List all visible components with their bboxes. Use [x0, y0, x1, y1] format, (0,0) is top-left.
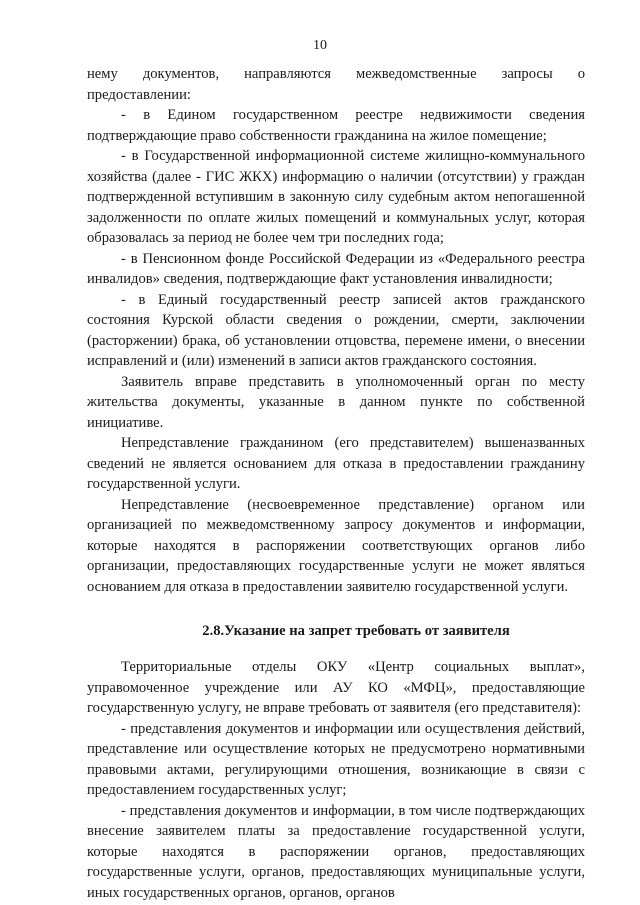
paragraph-pension-fund: - в Пенсионном фонде Российской Федерации из «Федерального реестра инвалидов» сведения, подтверждающие факт установления инвалидности;: [87, 250, 585, 287]
paragraph-intro: нему документов, направляются межведомственные запросы о предоставлении:: [87, 66, 585, 103]
page-number: 10: [313, 38, 327, 53]
paragraph-prohibition-2: - представления документов и информации, в том числе подтверждающих внесение заявителем платы за предоставление государственной услуги, которые находятся в распоряжении органов, предоставляющих государственные услуги, органов, предоставляющих муниципальные услуги, иных государственных органов, органов, органов: [87, 802, 585, 901]
paragraph-gis-zhkh: - в Государственной информационной системе жилищно-коммунального хозяйства (далее - ГИС ЖКХ) информацию о наличии (отсутствии) у граждан подтвержденной вступившим в законную силу судебным актом непогашенной задолженности по оплате жилых помещений и коммунальных услуг, которая образовалась за период не более чем три последних года;: [87, 148, 585, 246]
paragraph-egrn: - в Едином государственном реестре недвижимости сведения подтверждающие право собственности гражданина на жилое помещение;: [87, 107, 585, 144]
section-heading: 2.8.Указание на запрет требовать от заявителя: [202, 623, 510, 639]
paragraph-non-submission-organ: Непредставление (несвоевременное представление) органом или организацией по межведомственному запросу документов и информации, которые находятся в распоряжении соответствующих органов либо организации, предоставляющих государственные услуги не может являться основанием для отказа в предоставлении заявителю государственной услуги.: [87, 496, 585, 595]
paragraph-non-submission-citizen: Непредставление гражданином (его представителем) вышеназванных сведений не является основанием для отказа в предоставлении гражданину государственной услуги.: [87, 435, 585, 492]
document-body: [87, 64, 585, 903]
paragraph-applicant-right: Заявитель вправе представить в уполномоченный орган по месту жительства документы, указанные в данном пункте по собственной инициативе.: [87, 373, 585, 431]
paragraph-prohibition-1: - представления документов и информации или осуществления действий, представление или осуществление которых не предусмотрено нормативными правовыми актами, регулирующими отношения, возникающие в связи с предоставлением государственных услуг;: [87, 720, 585, 798]
paragraph-zags-registry: - в Единый государственный реестр записей актов гражданского состояния Курской области сведения о рождении, смерти, заключении (расторжении) брака, об установлении отцовства, перемене имени, о внесении исправлений и (или) изменений в записи актов гражданского состояния.: [87, 291, 585, 369]
paragraph-territorial-offices: Территориальные отделы ОКУ «Центр социальных выплат», управомоченное учреждение или АУ КО «МФЦ», предоставляющие государственную услугу, не вправе требовать от заявителя (его представителя):: [87, 659, 585, 716]
